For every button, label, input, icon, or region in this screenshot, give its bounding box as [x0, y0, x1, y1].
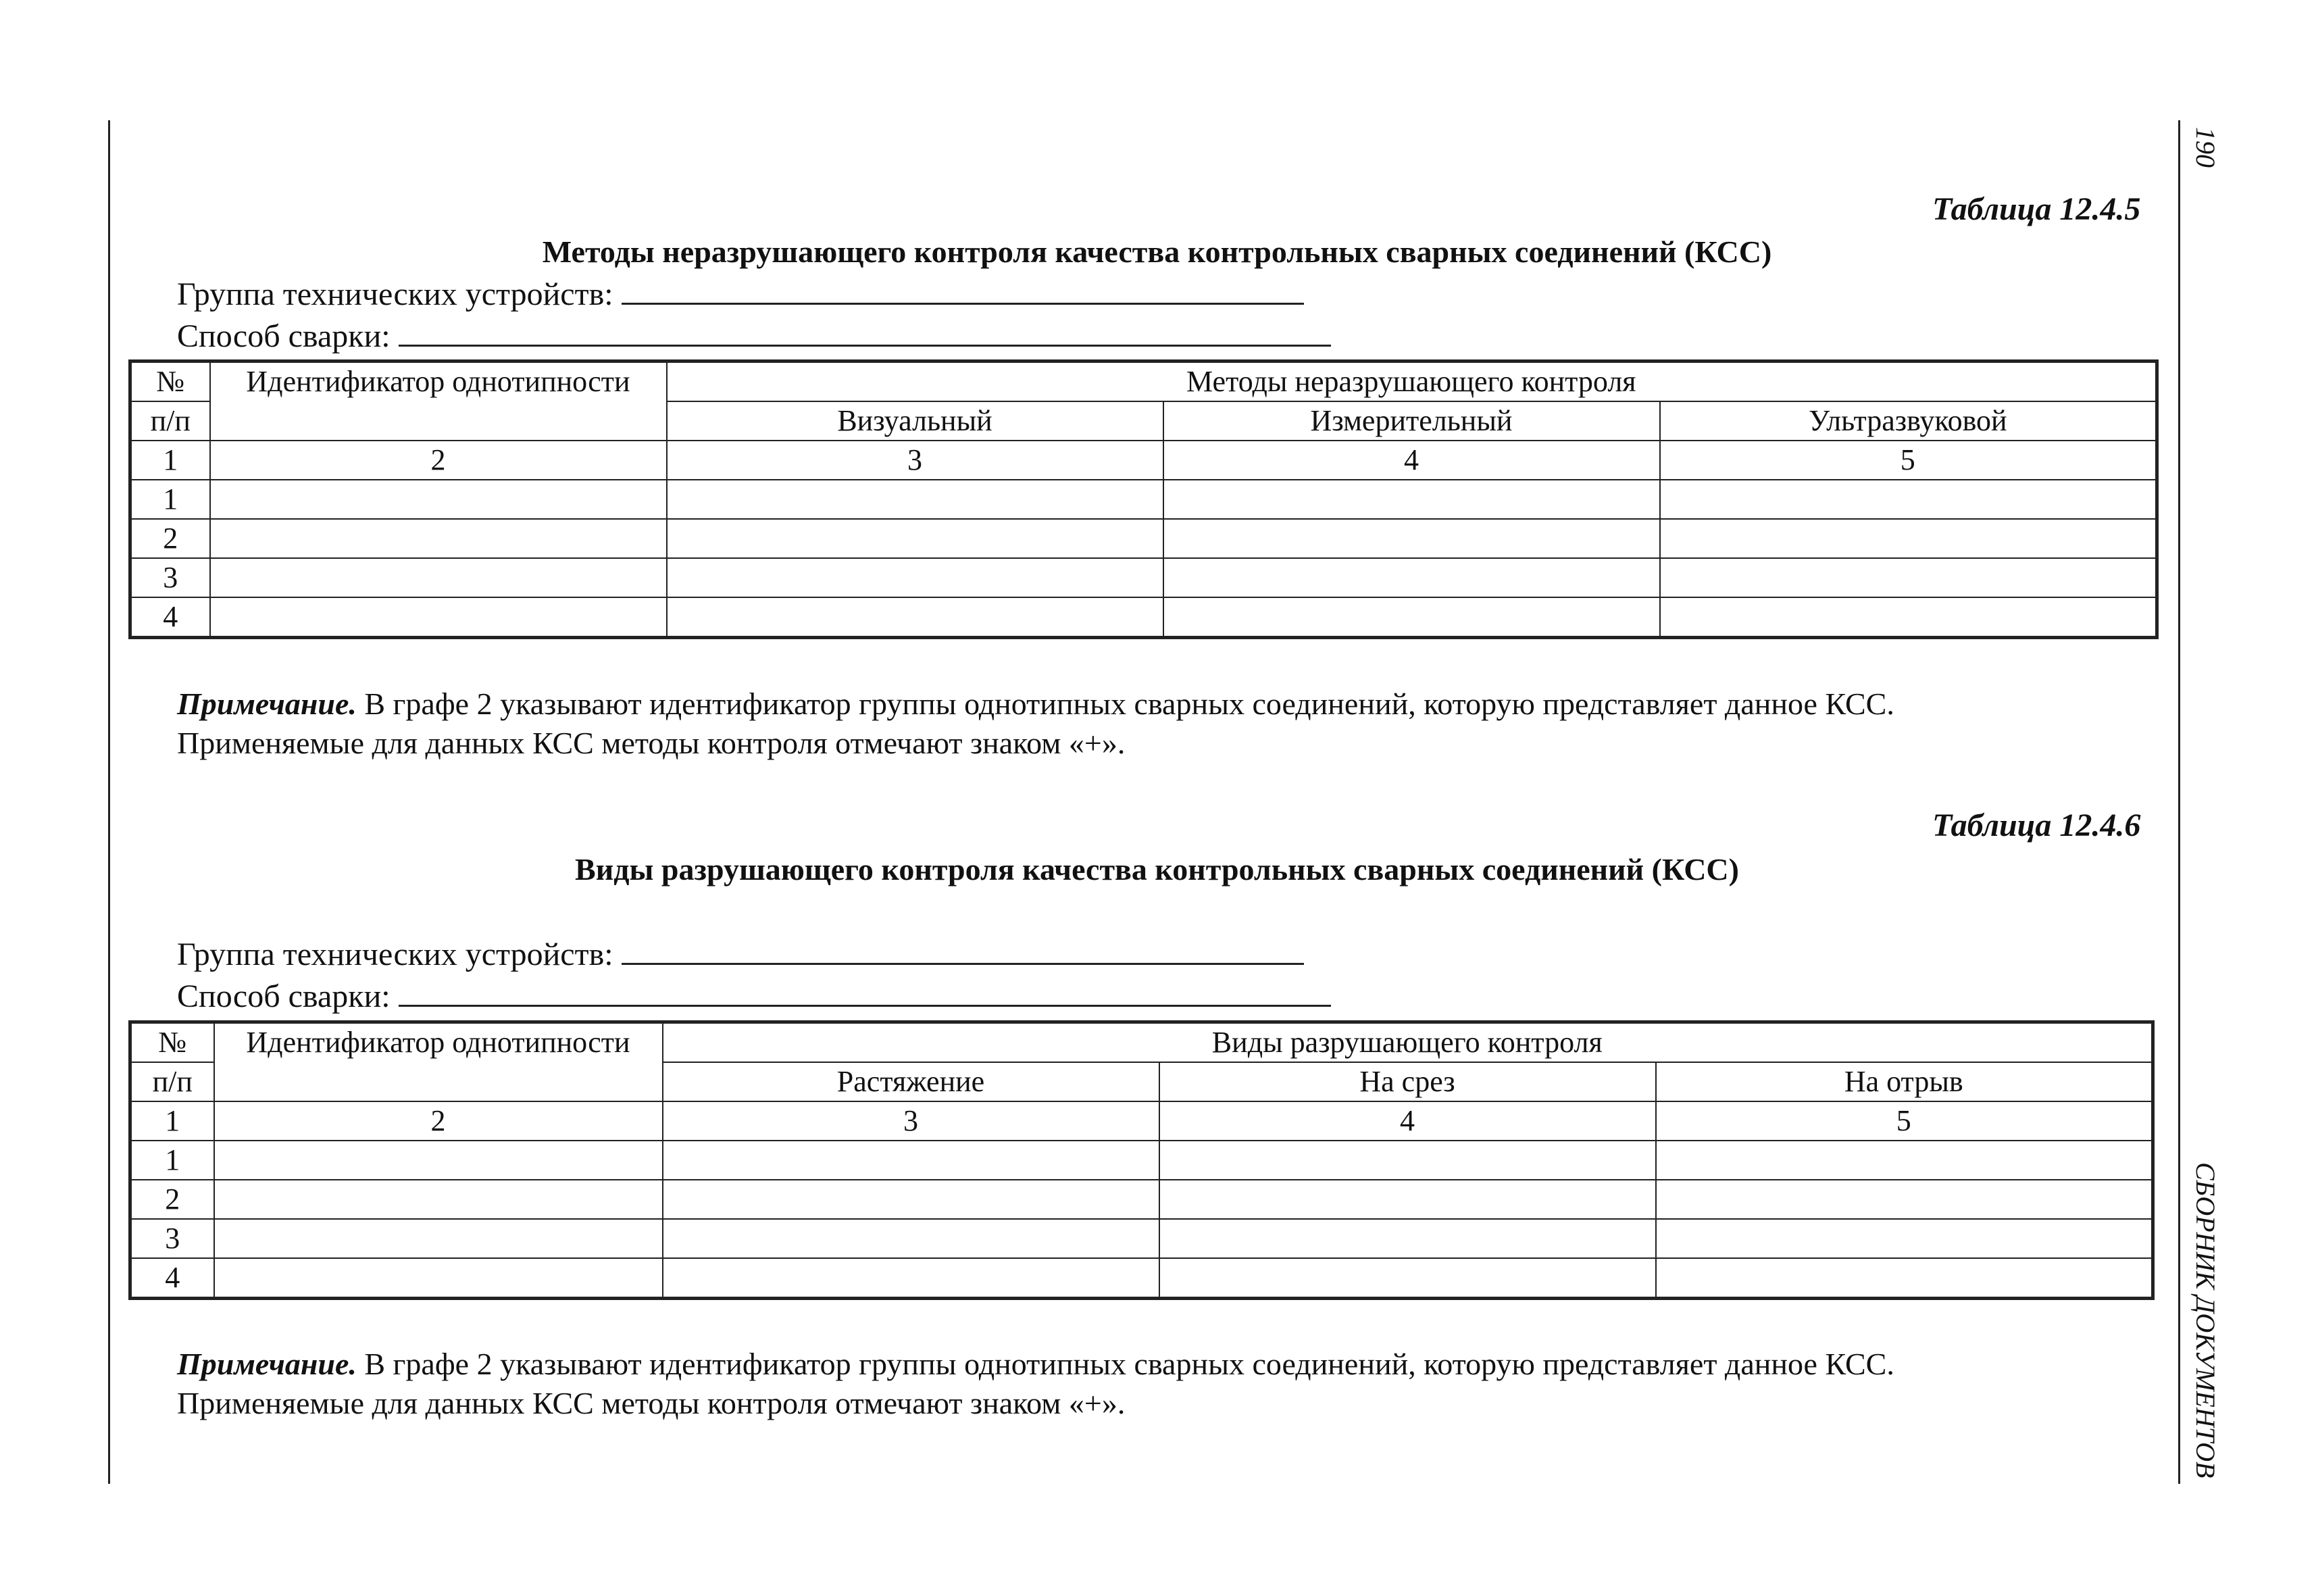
- table-cell: 5: [1656, 1101, 2153, 1141]
- table2-header-sub-shear: На срез: [1159, 1062, 1656, 1101]
- table2-note-line1: [177, 1345, 1894, 1384]
- table-cell: 3: [667, 441, 1163, 480]
- table-cell: [1159, 1258, 1656, 1299]
- table1-title: Методы неразрушающего контроля качества контрольных сварных соединений (КСС): [542, 234, 1772, 269]
- table2-header-row: [130, 1022, 2153, 1063]
- table1-field-group: [177, 276, 1304, 313]
- table-cell: [1163, 597, 1660, 638]
- table-cell: [667, 597, 1163, 638]
- table-cell: [210, 519, 667, 558]
- table-cell: [663, 1180, 1159, 1219]
- table-row: [130, 558, 2157, 597]
- table-cell: 3: [663, 1101, 1159, 1141]
- table-cell: 4: [1163, 441, 1660, 480]
- table1-header-sub-ultrasonic: Ультразвуковой: [1660, 401, 2157, 441]
- right-margin-rule: [2178, 120, 2180, 1484]
- table2-header-no-line1: №: [130, 1022, 214, 1063]
- table-cell: [667, 480, 1163, 519]
- table2: [128, 1020, 2155, 1300]
- table-cell: [1159, 1219, 1656, 1258]
- table2-field-method-line: [399, 980, 1331, 1007]
- table-row: [130, 519, 2157, 558]
- table1-column-number-row: [130, 441, 2157, 480]
- table-cell: [667, 558, 1163, 597]
- table-cell: [1660, 480, 2157, 519]
- table2-note-text: В графе 2 указывают идентификатор группы однотипных сварных соединений, которую представляет данное КСС.: [356, 1347, 1894, 1381]
- table1-field-method-line: [399, 320, 1331, 347]
- table2-field-group-line: [622, 939, 1304, 965]
- table-cell: [1159, 1180, 1656, 1219]
- table-row: [130, 1258, 2153, 1299]
- table-cell: [1656, 1141, 2153, 1180]
- left-margin-rule: [108, 120, 110, 1484]
- table1-note-line1: [177, 684, 1894, 724]
- table-cell: 3: [130, 558, 210, 597]
- table-cell: [214, 1180, 663, 1219]
- table2-note-label: Примечание.: [177, 1347, 357, 1381]
- table-cell: [1163, 519, 1660, 558]
- table1-number: Таблица 12.4.5: [1932, 191, 2141, 227]
- table-cell: [214, 1219, 663, 1258]
- table-cell: [663, 1219, 1159, 1258]
- table-row: [130, 1180, 2153, 1219]
- table-cell: [210, 480, 667, 519]
- table-cell: 4: [1159, 1101, 1656, 1141]
- table2-header-sub-peel: На отрыв: [1656, 1062, 2153, 1101]
- table1-field-group-label: Группа технических устройств:: [177, 276, 613, 312]
- table2-field-method: [177, 978, 1331, 1015]
- table-cell: [214, 1258, 663, 1299]
- table-cell: 1: [130, 441, 210, 480]
- table1-field-method: [177, 318, 1331, 355]
- table-cell: [1660, 519, 2157, 558]
- table1-header-no-line2: п/п: [130, 401, 210, 441]
- table1-header-row: [130, 361, 2157, 402]
- table2-column-number-row: [130, 1101, 2153, 1141]
- table-cell: [1163, 480, 1660, 519]
- table1-header-no-line1: №: [130, 361, 210, 402]
- table-cell: [1660, 597, 2157, 638]
- table2-number: Таблица 12.4.6: [1932, 807, 2141, 843]
- table-cell: 2: [210, 441, 667, 480]
- table1-field-group-line: [622, 278, 1304, 305]
- table-cell: 2: [130, 1180, 214, 1219]
- table-cell: [1660, 558, 2157, 597]
- table-cell: [1163, 558, 1660, 597]
- table-cell: 1: [130, 1101, 214, 1141]
- table2-field-group-label: Группа технических устройств:: [177, 937, 613, 972]
- page-number: 190: [2190, 127, 2221, 168]
- table-row: [130, 480, 2157, 519]
- table1-note: [177, 684, 1894, 763]
- table1-field-method-label: Способ сварки:: [177, 318, 391, 354]
- table1: [128, 359, 2159, 639]
- table1-header-sub-visual: Визуальный: [667, 401, 1163, 441]
- table-row: [130, 1141, 2153, 1180]
- table-cell: 4: [130, 597, 210, 638]
- table2-field-group: [177, 936, 1304, 973]
- table1-header-identifier: Идентификатор однотипности: [210, 361, 667, 441]
- table2-header-no-line2: п/п: [130, 1062, 214, 1101]
- table1-note-label: Примечание.: [177, 687, 357, 721]
- table-row: [130, 597, 2157, 638]
- table-cell: [210, 597, 667, 638]
- side-caption: СБОРНИК ДОКУМЕНТОВ: [2190, 1162, 2221, 1478]
- table-cell: [210, 558, 667, 597]
- table-cell: 5: [1660, 441, 2157, 480]
- table-cell: [1159, 1141, 1656, 1180]
- table-cell: 4: [130, 1258, 214, 1299]
- table-cell: [1656, 1258, 2153, 1299]
- table1-header-sub-measuring: Измерительный: [1163, 401, 1660, 441]
- table2-title: Виды разрушающего контроля качества контрольных сварных соединений (КСС): [575, 852, 1739, 887]
- table-cell: 1: [130, 480, 210, 519]
- table-cell: [663, 1141, 1159, 1180]
- table-cell: [214, 1141, 663, 1180]
- table2-header-group: Виды разрушающего контроля: [663, 1022, 2153, 1063]
- table-cell: 3: [130, 1219, 214, 1258]
- table2-note-line2: Применяемые для данных КСС методы контроля отмечают знаком «+».: [177, 1386, 1126, 1420]
- table-cell: [1656, 1219, 2153, 1258]
- table-cell: 2: [130, 519, 210, 558]
- table1-header-group: Методы неразрушающего контроля: [667, 361, 2157, 402]
- table2-note: [177, 1345, 1894, 1423]
- table2-header-identifier: Идентификатор однотипности: [214, 1022, 663, 1102]
- table2-header-sub-tension: Растяжение: [663, 1062, 1159, 1101]
- table1-note-text: В графе 2 указывают идентификатор группы однотипных сварных соединений, которую представляет данное КСС.: [356, 687, 1894, 721]
- table-row: [130, 1219, 2153, 1258]
- table-cell: 1: [130, 1141, 214, 1180]
- table-cell: 2: [214, 1101, 663, 1141]
- table-cell: [1656, 1180, 2153, 1219]
- table-cell: [663, 1258, 1159, 1299]
- table1-note-line2: Применяемые для данных КСС методы контроля отмечают знаком «+».: [177, 726, 1126, 760]
- table2-field-method-label: Способ сварки:: [177, 978, 391, 1014]
- table-cell: [667, 519, 1163, 558]
